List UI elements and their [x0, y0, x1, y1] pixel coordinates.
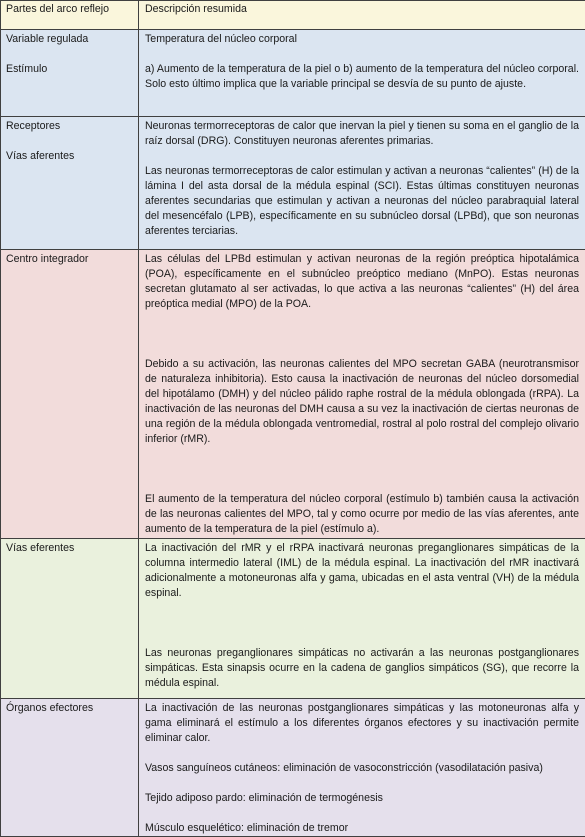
- label-variable-regulada: Variable regulada: [6, 32, 138, 47]
- row-label-cell: [1, 30, 139, 117]
- desc-paragraph: Debido a su activación, las neuronas calientes del MPO secretan GABA (neurotransmisor de naturaleza inhibitoria). Esto causa la inactivación de neuronas del núcleo dorsomedial del hipotálamo (DMH) y del núcleo pálido raphe rostral de la médula oblongada (rRPA). La inactivación de las neuronas del DMH causa a su vez la inactivación de ciertas neuronas de una región de la médula oblongada ventromedial, rostral al polo rostral del complejo olivario inferior (rMR).: [145, 357, 579, 447]
- label-organos-efectores: Órganos efectores: [6, 701, 138, 716]
- desc-paragraph: La inactivación de las neuronas postganglionares simpáticas y las motoneuronas alfa y gama eliminará el estímulo a los diferentes órganos efectores y su inactivación permite eliminar calor.: [145, 701, 579, 746]
- label-receptores: Receptores: [6, 119, 138, 134]
- desc-paragraph: Temperatura del núcleo corporal: [145, 32, 579, 47]
- label-estimulo: Estímulo: [6, 62, 138, 77]
- desc-paragraph: Vasos sanguíneos cutáneos: eliminación de vasoconstricción (vasodilatación pasiva): [145, 761, 579, 776]
- row-label-cell: [1, 539, 139, 699]
- row-label-cell: [1, 250, 139, 539]
- desc-paragraph: La inactivación del rMR y el rRPA inactivará neuronas preganglionares simpáticas de la columna intermedio lateral (IML) de la médula espinal. La inactivación del rMR inactivará adicionalmente a motoneuronas alfa y gama, ubicadas en el asta ventral (VH) de la médula espinal.: [145, 541, 579, 601]
- row-label-cell: [1, 117, 139, 250]
- desc-paragraph: Las neuronas preganglionares simpáticas no activarán a las neuronas postganglionares simpáticas. Esta sinapsis ocurre en la cadena de ganglios simpáticos (SG), que recorre la médula espinal.: [145, 646, 579, 691]
- row-description-cell: [139, 539, 585, 699]
- label-vias-aferentes: Vías aferentes: [6, 149, 138, 164]
- table-row-variable-stimulus: [1, 30, 585, 117]
- table-row-effectors: [1, 699, 585, 837]
- row-description-cell: [139, 699, 585, 837]
- row-description-cell: [139, 250, 585, 539]
- header-col-parts: Partes del arco reflejo: [1, 1, 139, 30]
- table-row-receptors-afferents: [1, 117, 585, 250]
- desc-paragraph: Músculo esquelético: eliminación de tremor: [145, 821, 579, 836]
- desc-paragraph: Tejido adiposo pardo: eliminación de termogénesis: [145, 791, 579, 806]
- table-row-efferents: [1, 539, 585, 699]
- desc-paragraph: Neuronas termorreceptoras de calor que inervan la piel y tienen su soma en el ganglio de la raíz dorsal (DRG). Constituyen neuronas aferentes primarias.: [145, 119, 579, 149]
- row-description-cell: [139, 117, 585, 250]
- desc-paragraph: Las neuronas termorreceptoras de calor estimulan y activan a neuronas “calientes” (H) de la lámina I del asta dorsal de la médula espinal (SCI). Estas últimas constituyen neuronas aferentes secundarias que estimulan y activan a neuronas del núcleo parabraquial lateral del mesencéfalo (LPB), específicamente en su subnúcleo dorsal (LPBd), que son neuronas aferentes terciarias.: [145, 164, 579, 239]
- desc-paragraph: Las células del LPBd estimulan y activan neuronas de la región preóptica hipotalámica (POA), específicamente en el subnúcleo preóptico mediano (MnPO). Estas neuronas secretan glutamato al ser activadas, lo que activa a las neuronas “calientes” (H) del área preóptica medial (MPO) de la POA.: [145, 252, 579, 312]
- header-col-description: Descripción resumida: [139, 1, 585, 30]
- row-description-cell: [139, 30, 585, 117]
- label-vias-eferentes: Vías eferentes: [6, 541, 138, 556]
- table-row-integrator: [1, 250, 585, 539]
- label-centro-integrador: Centro integrador: [6, 252, 138, 267]
- desc-paragraph: El aumento de la temperatura del núcleo corporal (estímulo b) también causa la activación de las neuronas calientes del MPO, tal y como ocurre por medio de las vías aferentes, ante aumento de la temperatura de la piel (estímulo a).: [145, 492, 579, 537]
- desc-paragraph: a) Aumento de la temperatura de la piel o b) aumento de la temperatura del núcleo corporal. Solo esto último implica que la variable principal se desvía de su punto de ajuste.: [145, 62, 579, 92]
- table-header-row: [1, 1, 585, 30]
- row-label-cell: [1, 699, 139, 837]
